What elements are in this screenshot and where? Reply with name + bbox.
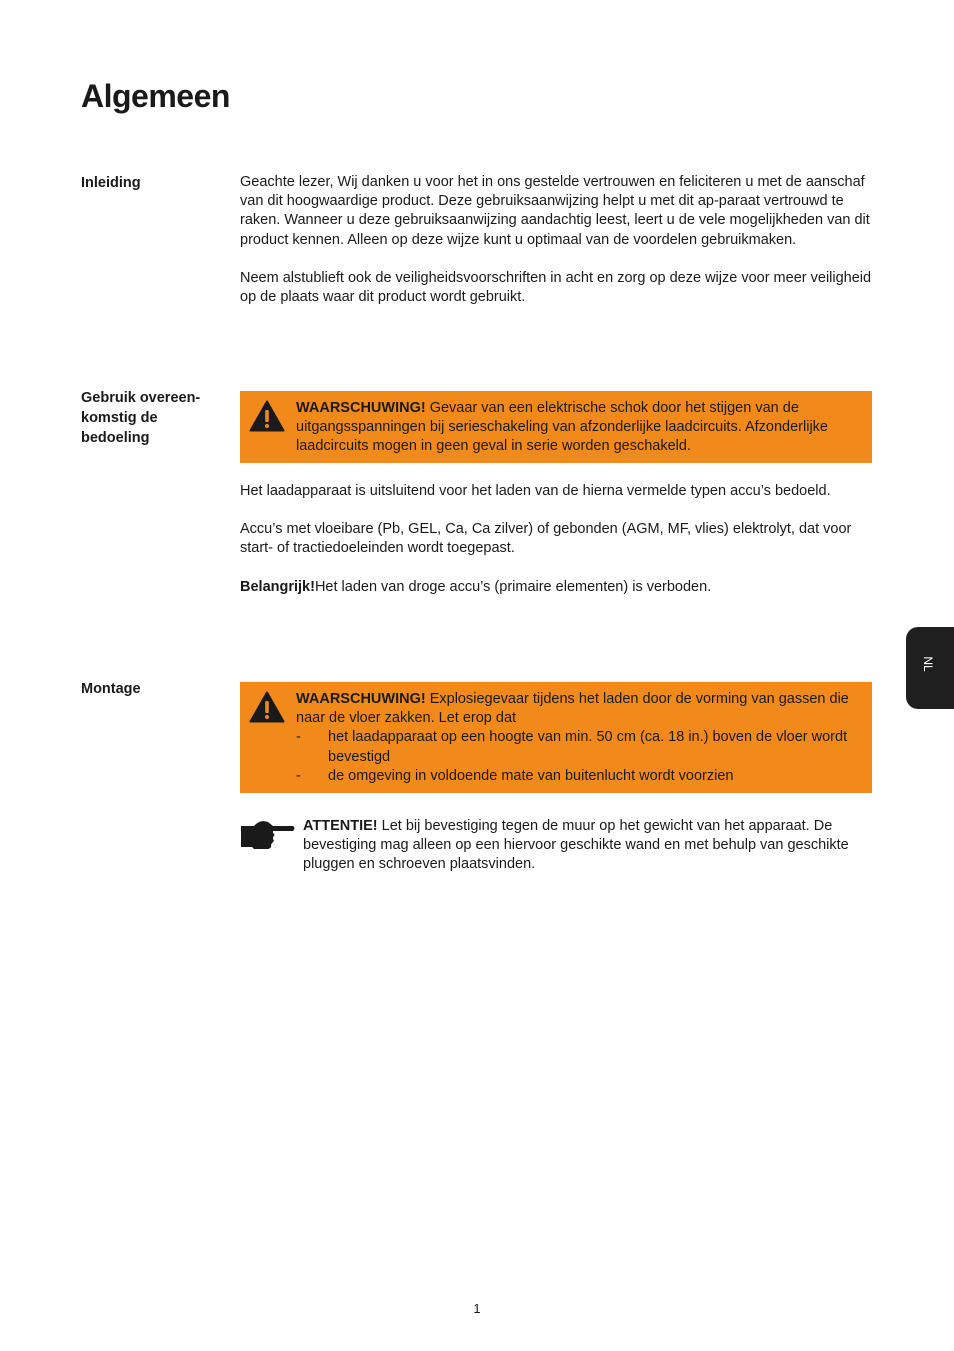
list-item-text: de omgeving in voldoende mate van buitenlucht wordt voorzien xyxy=(328,767,734,784)
warning-text xyxy=(296,399,862,457)
pointing-hand-icon xyxy=(240,818,296,854)
warning-message: Gevaar van een elektrische schok door het stijgen van de uitgangsspanningen bij serieschakeling van afzonderlijke laadcircuits. Afzonderlijke laadcircuits mogen in geen geval in serie worden geschakeld. xyxy=(296,400,828,455)
list-bullet: - xyxy=(296,767,301,784)
paragraph: Neem alstublieft ook de veiligheidsvoorschriften in acht en zorg op deze wijze voor meer veiligheid op de plaats waar dit product wordt gebruikt. xyxy=(240,269,872,306)
list-item-text: het laadapparaat op een hoogte van min. 50 cm (ca. 18 in.) boven de vloer wordt bevestigd xyxy=(328,729,848,765)
warning-list xyxy=(296,728,862,786)
paragraph: Geachte lezer, Wij danken u voor het in ons gestelde vertrouwen en feliciteren u met de aanschaf van dit hoogwaardige product. Deze gebruiksaanwijzing helpt u met dit ap-paraat vertrouwd te raken. Wanneer u deze gebruiksaanwijzing aandachtig leest, leert u de vele mogelijkheden van dit product kennen. Alleen op deze wijze kunt u optimaal van de voordelen gebruikmaken. xyxy=(240,174,870,248)
warning-intro xyxy=(296,690,862,728)
page-title: Algemeen xyxy=(81,78,230,114)
warning-prefix: WAARSCHUWING! xyxy=(296,400,426,416)
note-prefix: ATTENTIE! xyxy=(303,818,378,834)
paragraph: Accu’s met vloeibare (Pb, GEL, Ca, Ca zilver) of gebonden (AGM, MF, vlies) elektrolyt, dat voor start- of tractiedoeleinden wordt toegepast. xyxy=(240,521,852,557)
page-number: 1 xyxy=(473,1301,481,1316)
important-paragraph xyxy=(240,578,875,597)
section-body-inleiding xyxy=(240,173,875,307)
language-tab-label: NL xyxy=(921,656,935,672)
note-attention xyxy=(303,817,863,875)
warning-triangle-icon xyxy=(249,691,285,723)
list-bullet: - xyxy=(296,729,301,746)
warning-text xyxy=(296,690,862,786)
section-label-montage: Montage xyxy=(81,681,141,697)
warning-box-explosion xyxy=(240,682,872,793)
list-item xyxy=(296,767,862,786)
section-label-inleiding: Inleiding xyxy=(81,175,141,191)
warning-triangle-icon xyxy=(249,400,285,432)
language-tab xyxy=(906,627,954,709)
note-message: Let bij bevestiging tegen de muur op het gewicht van het apparaat. De bevestiging mag alleen op een hiervoor geschikte wand en met behulp van geschikte pluggen en schroeven plaatsvinden. xyxy=(303,818,849,873)
list-item xyxy=(296,728,862,766)
important-prefix: Belangrijk! xyxy=(240,578,315,595)
paragraph: Het laadapparaat is uitsluitend voor het laden van de hierna vermelde typen accu’s bedoeld. xyxy=(240,483,831,499)
warning-message: Explosiegevaar tijdens het laden door de vorming van gassen die naar de vloer zakken. Let erop dat xyxy=(296,691,849,727)
section-body-gebruik xyxy=(240,482,875,597)
section-label-gebruik: Gebruik overeen-komstig de bedoeling xyxy=(81,390,201,446)
important-text: Het laden van droge accu’s (primaire elementen) is verboden. xyxy=(314,578,712,595)
warning-box-electric-shock xyxy=(240,391,872,463)
warning-prefix: WAARSCHUWING! xyxy=(296,691,426,707)
